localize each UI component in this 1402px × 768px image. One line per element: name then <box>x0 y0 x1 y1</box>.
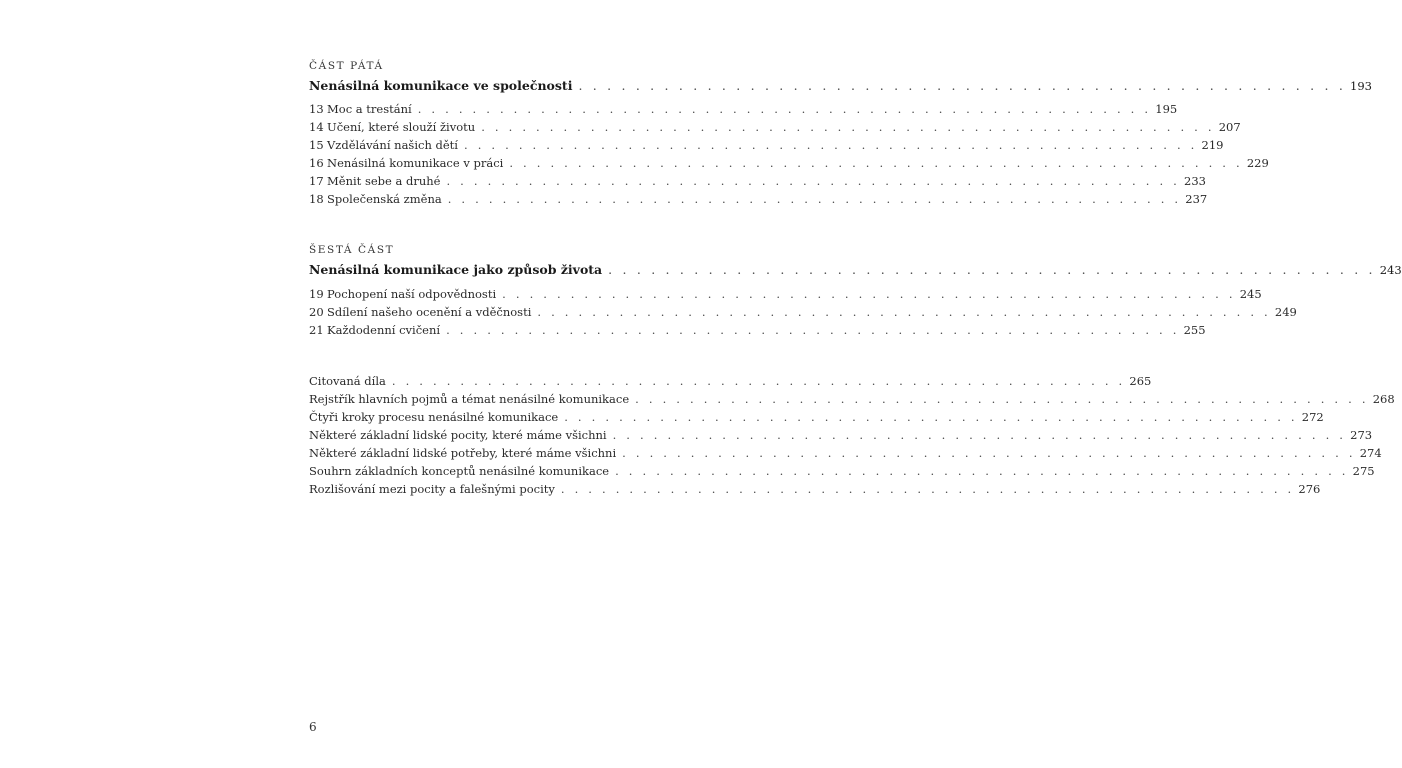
chapter-title: Pochopení naší odpovědnosti <box>327 287 497 301</box>
toc-entry-13 <box>309 102 1178 116</box>
leader-dots: . . . . . . . . . . . . . . . . . . . . . . . . . . . . . . . . . . . . . . . . . . . . . . . . . . . . . . <box>446 174 1181 188</box>
part6-main-entry <box>309 262 1402 277</box>
appendix-title: Souhrn základních konceptů nenásilné komunikace <box>309 464 610 478</box>
toc-entry-14 <box>309 120 1241 134</box>
chapter-number: 15 <box>309 138 324 152</box>
leader-dots: . . . . . . . . . . . . . . . . . . . . . . . . . . . . . . . . . . . . . . . . . . . . . . . . . . . . . . <box>564 410 1298 424</box>
chapter-page: 255 <box>1183 323 1206 337</box>
leader-dots: . . . . . . . . . . . . . . . . . . . . . . . . . . . . . . . . . . . . . . . . . . . . . . . . . . . . . . <box>622 446 1356 460</box>
part6-main-page: 243 <box>1379 263 1402 277</box>
toc-appendix-entry <box>309 374 1152 388</box>
chapter-page: 207 <box>1218 120 1241 134</box>
appendix-page: 265 <box>1129 374 1152 388</box>
appendix-title: Čtyři kroky procesu nenásilné komunikace <box>309 410 559 424</box>
chapter-page: 195 <box>1155 102 1178 116</box>
toc-entry-18 <box>309 192 1208 206</box>
chapter-page: 249 <box>1274 305 1297 319</box>
chapter-number: 14 <box>309 120 324 134</box>
leader-dots: . . . . . . . . . . . . . . . . . . . . . . . . . . . . . . . . . . . . . . . . . . . . . . . . . . . . . . <box>417 102 1152 116</box>
chapter-title: Nenásilná komunikace v práci <box>327 156 504 170</box>
leader-dots: . . . . . . . . . . . . . . . . . . . . . . . . . . . . . . . . . . . . . . . . . . . . . . . . . . . . . . <box>447 192 1182 206</box>
leader-dots: . . . . . . . . . . . . . . . . . . . . . . . . . . . . . . . . . . . . . . . . . . . . . . . . . . . . . . <box>560 482 1295 496</box>
page-number: 6 <box>309 720 317 734</box>
part6-label: ŠESTÁ ČÁST <box>309 244 395 256</box>
chapter-number: 19 <box>309 287 324 301</box>
chapter-page: 219 <box>1201 138 1224 152</box>
chapter-number: 13 <box>309 102 324 116</box>
chapter-page: 237 <box>1185 192 1208 206</box>
appendix-title: Rejstřík hlavních pojmů a témat nenásilné komunikace <box>309 392 630 406</box>
appendix-title: Některé základní lidské potřeby, které máme všichni <box>309 446 617 460</box>
chapter-number: 17 <box>309 174 324 188</box>
chapter-title: Společenská změna <box>327 192 442 206</box>
chapter-number: 20 <box>309 305 324 319</box>
chapter-number: 21 <box>309 323 324 337</box>
toc-appendix-entry <box>309 392 1395 406</box>
leader-dots: . . . . . . . . . . . . . . . . . . . . . . . . . . . . . . . . . . . . . . . . . . . . . . . . . . . . . . <box>391 374 1126 388</box>
part5-label: ČÁST PÁTÁ <box>309 60 384 72</box>
chapter-title: Vzdělávání našich dětí <box>327 138 458 152</box>
toc-entry-17 <box>309 174 1206 188</box>
chapter-number: 16 <box>309 156 324 170</box>
toc-appendix-entry <box>309 446 1382 460</box>
leader-dots: . . . . . . . . . . . . . . . . . . . . . . . . . . . . . . . . . . . . . . . . . . . . . . . . . . . . . . <box>608 262 1376 277</box>
leader-dots: . . . . . . . . . . . . . . . . . . . . . . . . . . . . . . . . . . . . . . . . . . . . . . . . . . . . . . <box>463 138 1198 152</box>
toc-entry-16 <box>309 156 1269 170</box>
leader-dots: . . . . . . . . . . . . . . . . . . . . . . . . . . . . . . . . . . . . . . . . . . . . . . . . . . . . . . <box>446 323 1180 337</box>
chapter-title: Měnit sebe a druhé <box>327 174 441 188</box>
part5-main-entry <box>309 78 1372 93</box>
leader-dots: . . . . . . . . . . . . . . . . . . . . . . . . . . . . . . . . . . . . . . . . . . . . . . . . . . . . . . <box>615 464 1349 478</box>
toc-appendix-entry <box>309 482 1321 496</box>
chapter-page: 233 <box>1184 174 1206 188</box>
toc-appendix-entry <box>309 428 1373 442</box>
chapter-title: Sdílení našeho ocenění a vděčnosti <box>327 305 532 319</box>
leader-dots: . . . . . . . . . . . . . . . . . . . . . . . . . . . . . . . . . . . . . . . . . . . . . . . . . . . . . . <box>635 392 1369 406</box>
part6-main-title: Nenásilná komunikace jako způsob života <box>309 262 603 277</box>
chapter-title: Moc a trestání <box>327 102 412 116</box>
toc-page <box>309 0 1402 768</box>
toc-entry-21 <box>309 323 1206 337</box>
leader-dots: . . . . . . . . . . . . . . . . . . . . . . . . . . . . . . . . . . . . . . . . . . . . . . . . . . . . . . <box>578 78 1347 93</box>
toc-entry-20 <box>309 305 1297 319</box>
toc-appendix-entry <box>309 410 1324 424</box>
appendix-page: 268 <box>1372 392 1395 406</box>
leader-dots: . . . . . . . . . . . . . . . . . . . . . . . . . . . . . . . . . . . . . . . . . . . . . . . . . . . . . . <box>502 287 1236 301</box>
chapter-page: 229 <box>1246 156 1269 170</box>
appendix-title: Některé základní lidské pocity, které máme všichni <box>309 428 607 442</box>
toc-entry-15 <box>309 138 1224 152</box>
chapter-title: Každodenní cvičení <box>327 323 441 337</box>
part5-main-page: 193 <box>1350 79 1372 93</box>
toc-entry-19 <box>309 287 1262 301</box>
appendix-page: 275 <box>1352 464 1375 478</box>
appendix-title: Citovaná díla <box>309 374 386 388</box>
chapter-title: Učení, které slouží životu <box>327 120 476 134</box>
part5-main-title: Nenásilná komunikace ve společnosti <box>309 78 573 93</box>
leader-dots: . . . . . . . . . . . . . . . . . . . . . . . . . . . . . . . . . . . . . . . . . . . . . . . . . . . . . . <box>509 156 1243 170</box>
leader-dots: . . . . . . . . . . . . . . . . . . . . . . . . . . . . . . . . . . . . . . . . . . . . . . . . . . . . . . <box>612 428 1347 442</box>
leader-dots: . . . . . . . . . . . . . . . . . . . . . . . . . . . . . . . . . . . . . . . . . . . . . . . . . . . . . . <box>481 120 1215 134</box>
leader-dots: . . . . . . . . . . . . . . . . . . . . . . . . . . . . . . . . . . . . . . . . . . . . . . . . . . . . . . <box>537 305 1271 319</box>
chapter-number: 18 <box>309 192 324 206</box>
appendix-page: 272 <box>1301 410 1324 424</box>
appendix-title: Rozlišování mezi pocity a falešnými pocity <box>309 482 555 496</box>
chapter-page: 245 <box>1239 287 1262 301</box>
appendix-page: 273 <box>1350 428 1373 442</box>
appendix-page: 276 <box>1298 482 1321 496</box>
toc-appendix-entry <box>309 464 1375 478</box>
appendix-page: 274 <box>1359 446 1382 460</box>
